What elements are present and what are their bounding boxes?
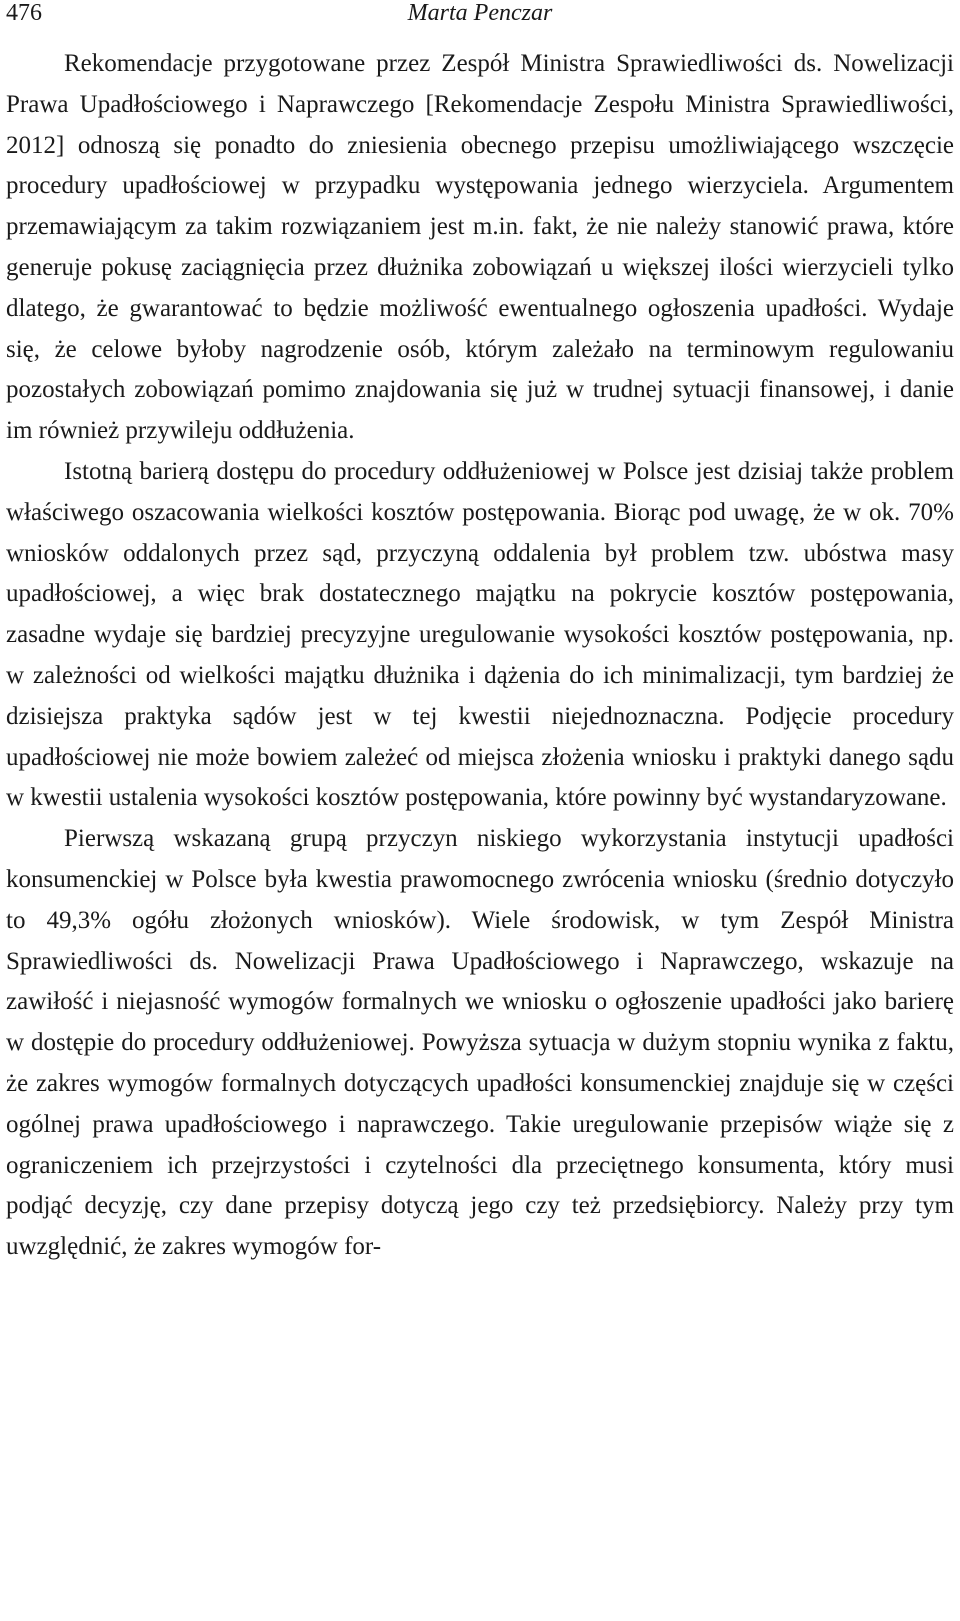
page-header bbox=[6, 0, 954, 30]
paragraph: Istotną barierą dostępu do procedury oddłużeniowej w Polsce jest dzisiaj także problem właściwego oszacowania wielkości kosztów postępowania. Biorąc pod uwagę, że w ok. 70% wniosków oddalonych przez sąd, przyczyną oddalenia był problem tzw. ubóstwa masy upadłościowej, a więc brak dostatecznego majątku na pokrycie kosztów postępowania, zasadne wydaje się bardziej precyzyjne uregulowanie wysokości kosztów postępowania, np. w zależności od wielkości majątku dłużnika i dążenia do ich minimalizacji, tym bardziej że dzisiejsza praktyka sądów jest w tej kwestii niejednoznaczna. Podjęcie procedury upadłościowej nie może bowiem zależeć od miejsca złożenia wniosku i praktyki danego sądu w kwestii ustalenia wysokości kosztów postępowania, które powinny być wystandaryzowane. bbox=[6, 457, 954, 812]
paragraph: Rekomendacje przygotowane przez Zespół Ministra Sprawiedliwości ds. Nowelizacji Prawa Upadłościowego i Naprawczego [Rekomendacje Zespołu Ministra Sprawiedliwości, 2012] odnoszą się ponadto do zniesienia obecnego przepisu umożliwiającego wszczęcie procedury upadłościowej w przypadku występowania jednego wierzyciela. Argumentem przemawiającym za takim rozwiązaniem jest m.in. fakt, że nie należy stanowić prawa, które generuje pokusę zaciągnięcia przez dłużnika zobowiązań u większej ilości wierzycieli tylko dlatego, że gwarantować to będzie możliwość ewentualnego ogłoszenia upadłości. Wydaje się, że celowe byłoby nagrodzenie osób, którym zależało na terminowym regulowaniu pozostałych zobowiązań pomimo znajdowania się już w trudnej sytuacji finansowej, i danie im również przywileju oddłużenia. bbox=[6, 50, 954, 445]
body-text bbox=[6, 44, 954, 1268]
paragraph: Pierwszą wskazaną grupą przyczyn niskiego wykorzystania instytucji upadłości konsumenckiej w Polsce była kwestia prawomocnego zwrócenia wniosku (średnio dotyczyło to 49,3% ogółu złożonych wniosków). Wiele środowisk, w tym Zespół Ministra Sprawiedliwości ds. Nowelizacji Prawa Upadłościowego i Naprawczego, wskazuje na zawiłość i niejasność wymogów formalnych we wniosku o ogłoszenie upadłości jako barierę w dostępie do procedury oddłużeniowej. Powyższa sytuacja w dużym stopniu wynika z faktu, że zakres wymogów formalnych dotyczących upadłości konsumenckiej znajduje się w części ogólnej prawa upadłościowego i naprawczego. Takie uregulowanie przepisów wiąże się z ograniczeniem ich przejrzystości i czytelności dla przeciętnego konsumenta, który musi podjąć decyzję, czy dane przepisy dotyczą jego czy też przedsiębiorcy. Należy przy tym uwzględnić, że zakres wymogów for- bbox=[6, 825, 954, 1261]
page-number: 476 bbox=[6, 0, 42, 26]
running-head-author: Marta Penczar bbox=[407, 0, 553, 26]
